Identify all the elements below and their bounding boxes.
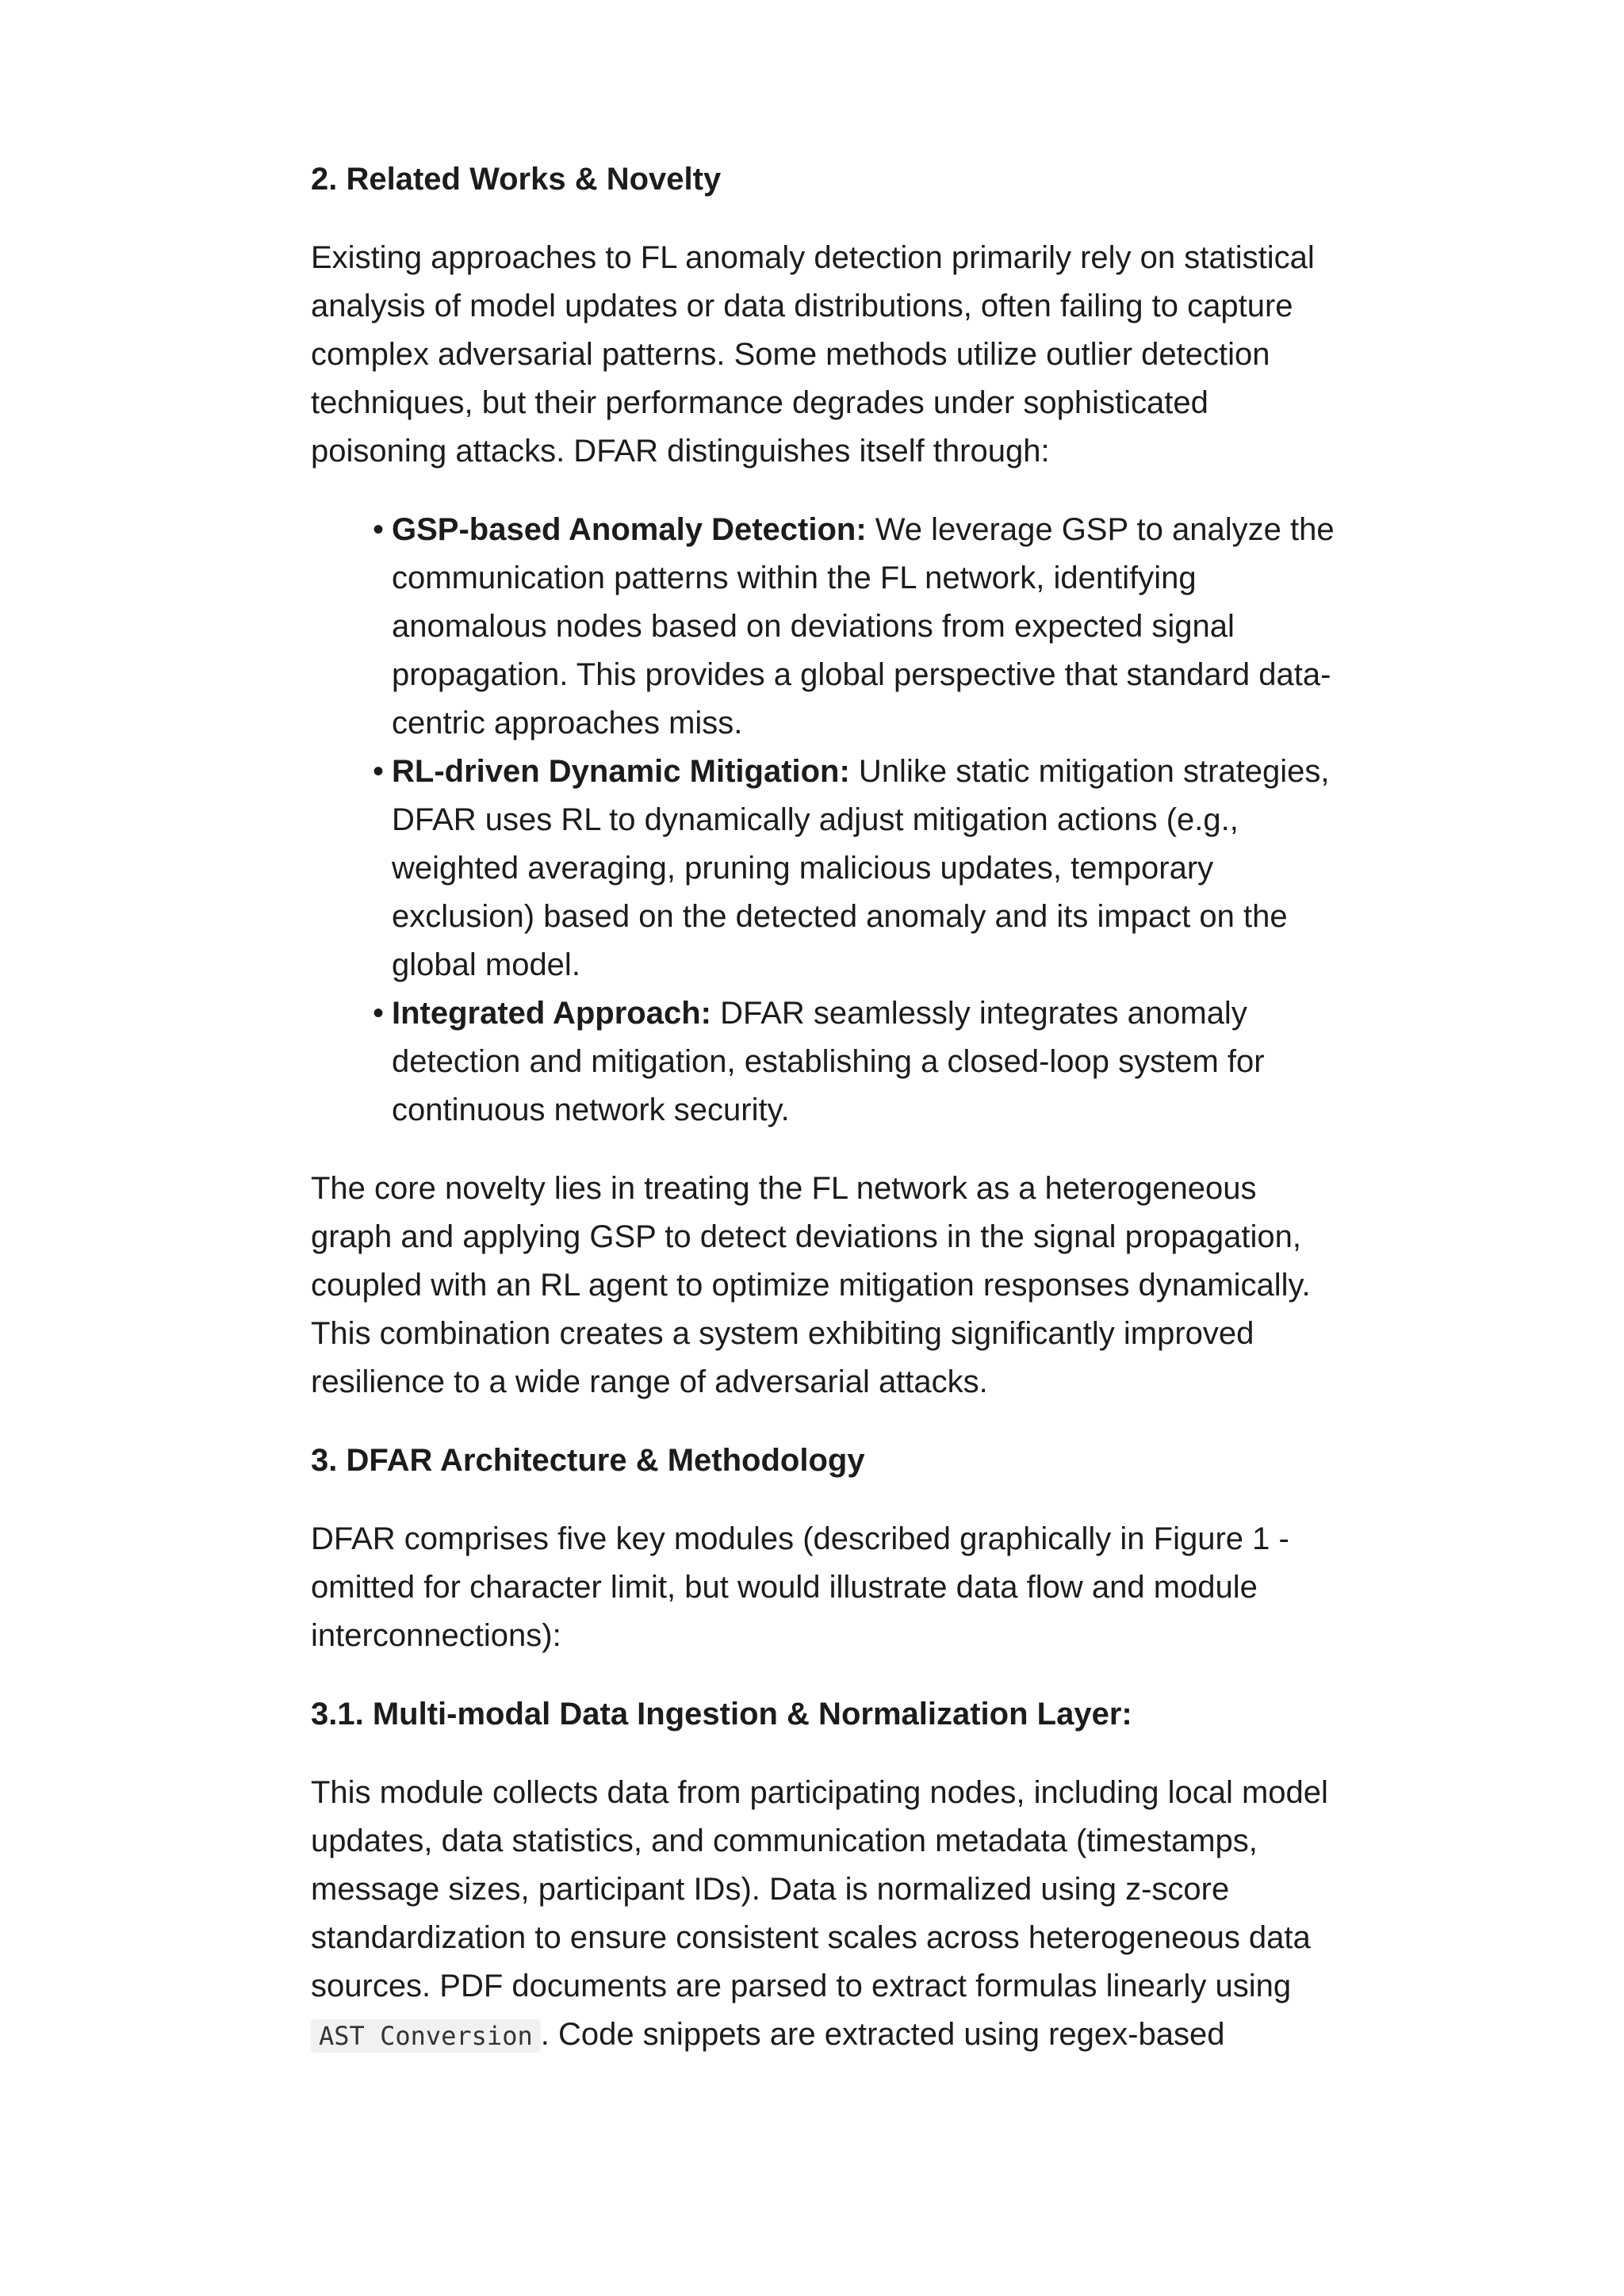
list-item-text: We leverage GSP to analyze the communication patterns within the FL network, identifying anomalous nodes based on deviations from expected signal propagation. This provides a global perspective that standard data-centric approaches miss. <box>392 512 1335 740</box>
document-page <box>311 155 1342 2091</box>
list-item <box>311 989 1342 1135</box>
bullet-icon: • <box>373 512 385 547</box>
list-item-text: DFAR seamlessly integrates anomaly detection and mitigation, establishing a closed-loop system for continuous network security. <box>392 996 1265 1127</box>
inline-code: AST Conversion <box>311 2019 541 2053</box>
section-3-intro-paragraph: DFAR comprises five key modules (described graphically in Figure 1 - omitted for character limit, but would illustrate data flow and module interconnections): <box>311 1521 1289 1653</box>
list-item-term: GSP-based Anomaly Detection: <box>392 512 867 547</box>
bullet-icon: • <box>373 996 385 1031</box>
list-item-term: Integrated Approach: <box>392 996 711 1031</box>
list-item-text: Unlike static mitigation strategies, DFAR uses RL to dynamically adjust mitigation actions (e.g., weighted averaging, pruning malicious updates, temporary exclusion) based on the detected anomaly and its impact on the global model. <box>392 754 1330 982</box>
section-3-heading: 3. DFAR Architecture & Methodology <box>311 1443 865 1478</box>
paragraph-text-before-code: This module collects data from participating nodes, including local model updates, data statistics, and communication metadata (timestamps, message sizes, participant IDs). Data is normalized using z-score standardization to ensure consistent scales across heterogeneous data sources. PDF documents are parsed to extract formulas linearly using <box>311 1775 1328 2003</box>
list-item <box>311 748 1342 989</box>
list-item-term: RL-driven Dynamic Mitigation: <box>392 754 850 789</box>
section-2-intro-paragraph: Existing approaches to FL anomaly detection primarily rely on statistical analysis of model updates or data distributions, often failing to capture complex adversarial patterns. Some methods utilize outlier detection techniques, but their performance degrades under sophisticated poisoning attacks. DFAR distinguishes itself through: <box>311 240 1315 469</box>
section-3-1-heading: 3.1. Multi-modal Data Ingestion & Normalization Layer: <box>311 1697 1132 1732</box>
paragraph-text-after-code: . Code snippets are extracted using regex-based <box>540 2017 1225 2052</box>
novelty-bullet-list <box>311 506 1342 1135</box>
bullet-icon: • <box>373 754 385 789</box>
section-3-1-paragraph <box>311 1769 1342 2061</box>
list-item <box>311 506 1342 748</box>
novelty-paragraph: The core novelty lies in treating the FL network as a heterogeneous graph and applying GSP to detect deviations in the signal propagation, coupled with an RL agent to optimize mitigation responses dynamically. This combination creates a system exhibiting significantly improved resilience to a wide range of adversarial attacks. <box>311 1171 1311 1399</box>
section-2-heading: 2. Related Works & Novelty <box>311 162 722 197</box>
